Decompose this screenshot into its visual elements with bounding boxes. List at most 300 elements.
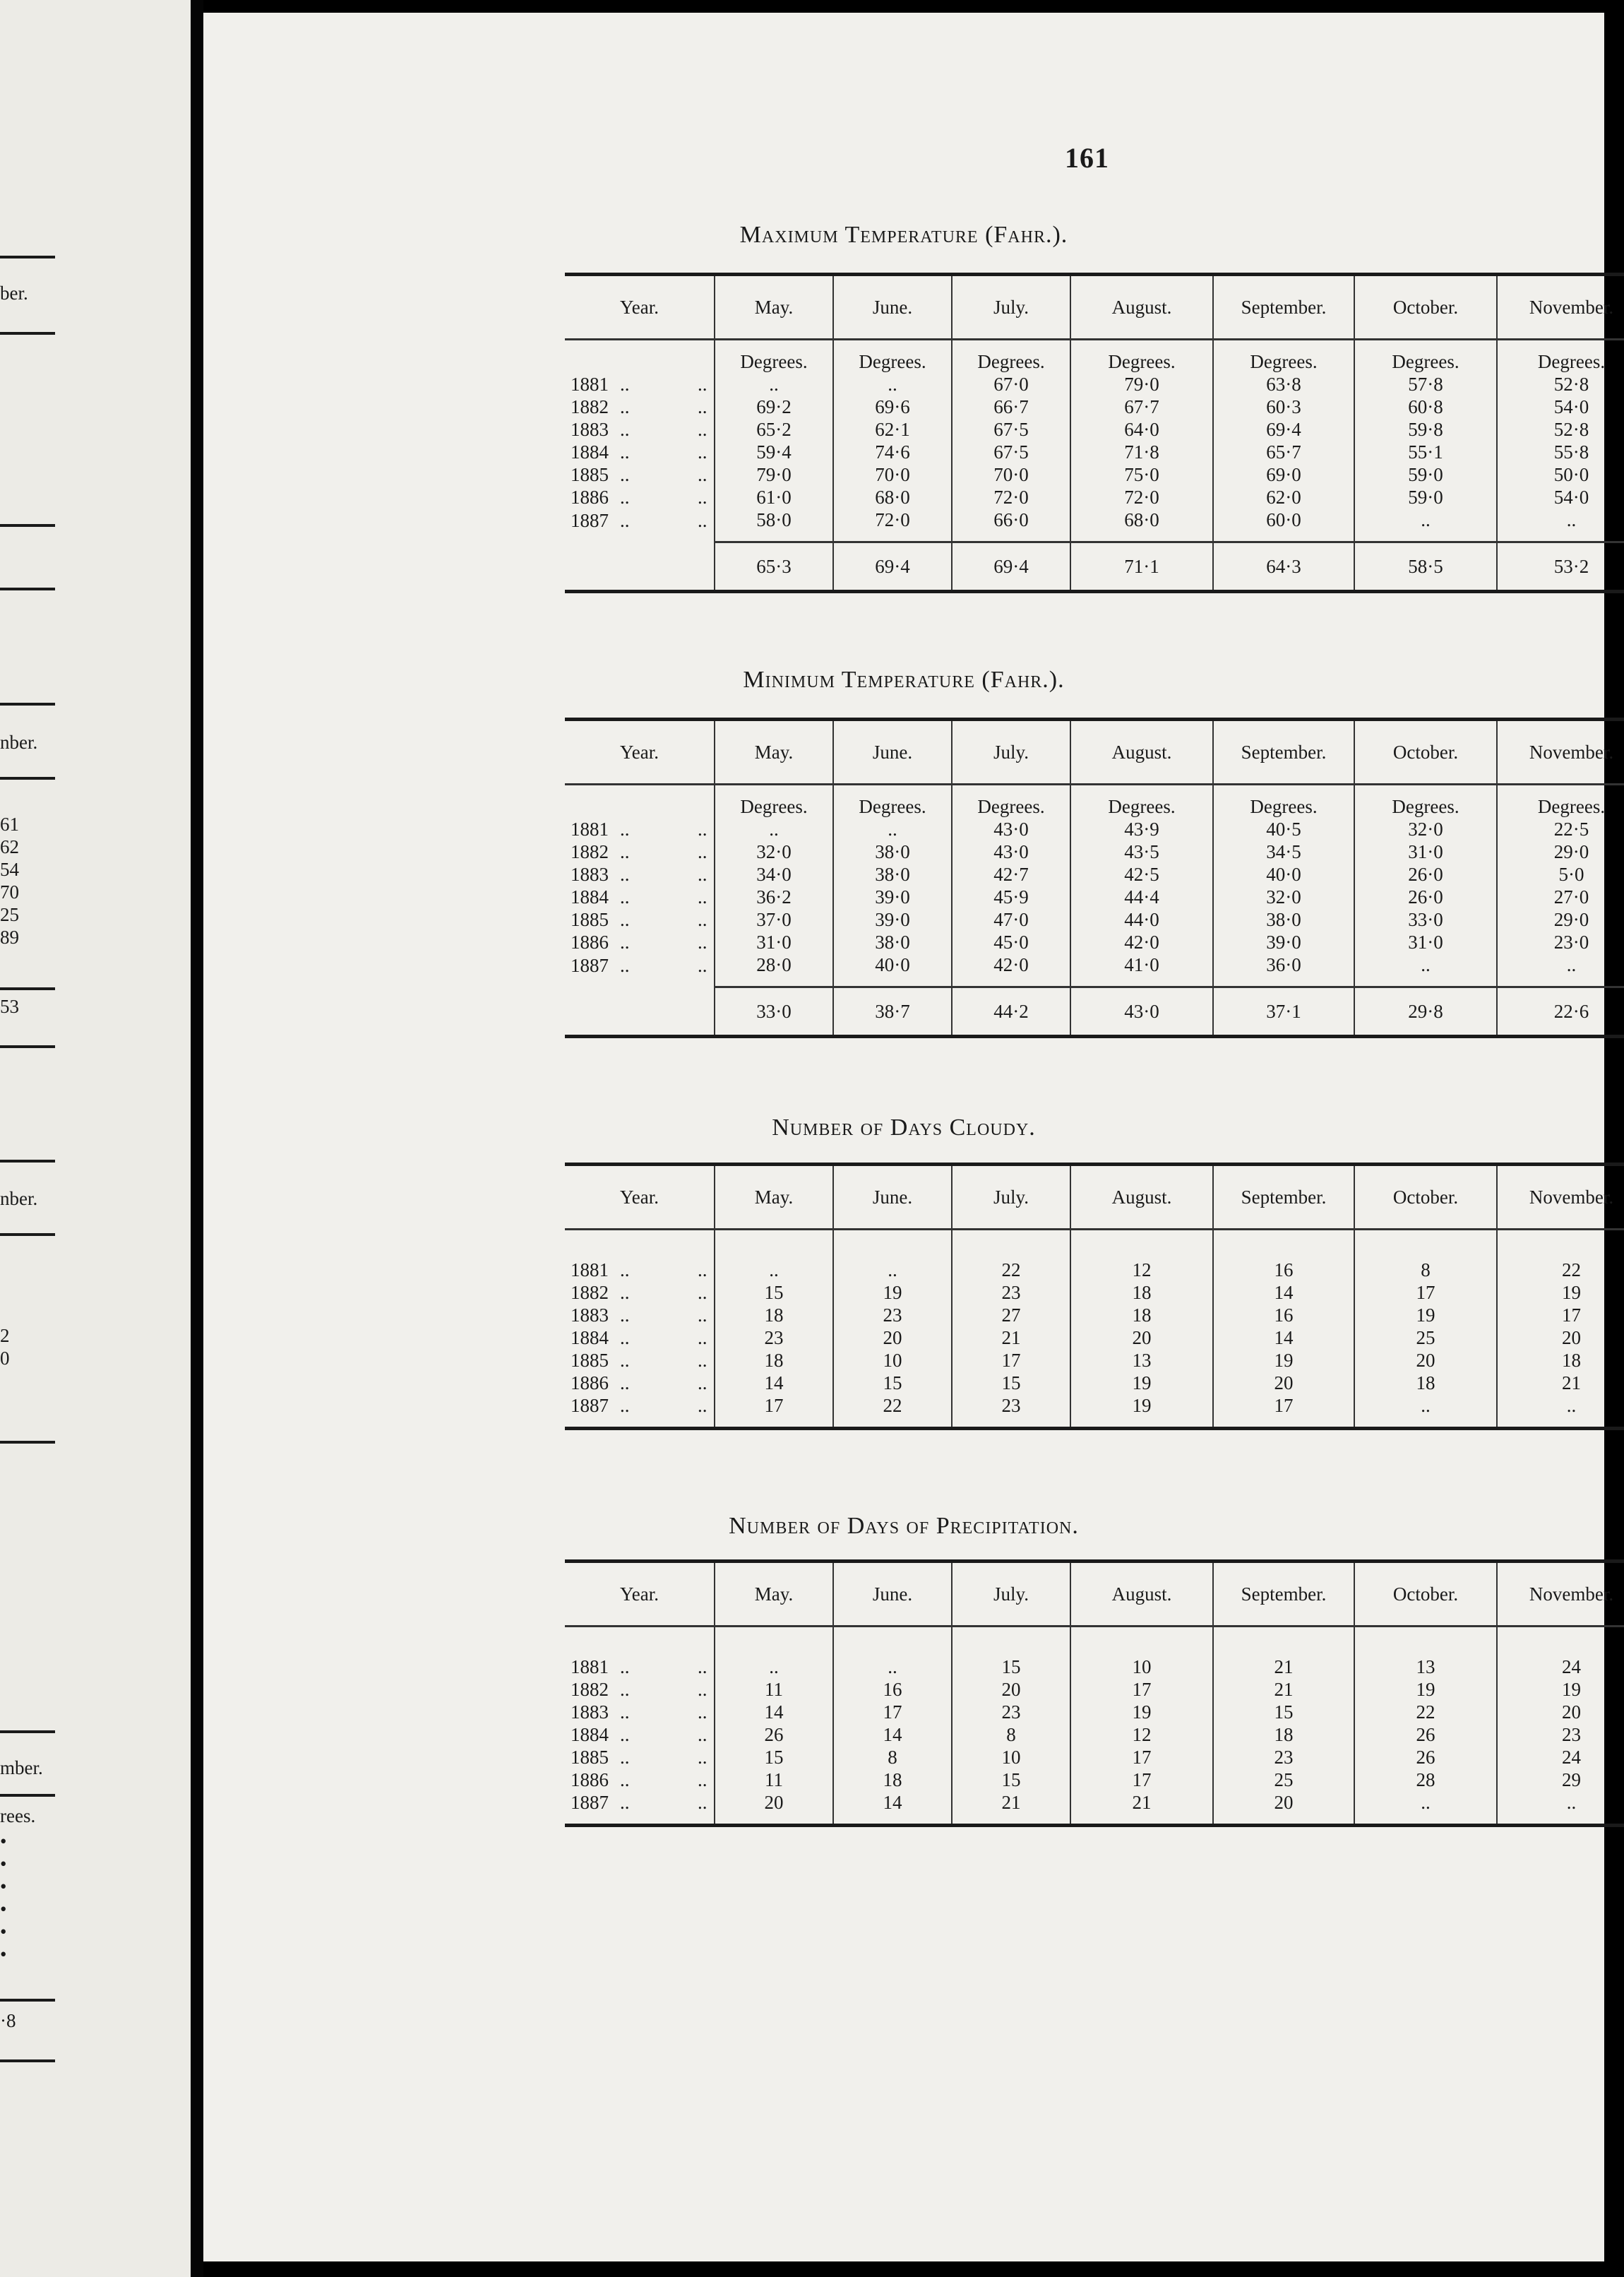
value-cell-september: 17 [1213, 1394, 1354, 1427]
value-cell-august: 79·0 [1070, 373, 1213, 396]
value-cell-july: 66·0 [952, 509, 1070, 542]
value-cell-august: 19 [1070, 1372, 1213, 1394]
leader-dots: .. [620, 1372, 630, 1393]
value-cell-june: .. [833, 1259, 952, 1281]
value-cell-june: 10 [833, 1349, 952, 1372]
column-header-june: June. [833, 1563, 952, 1627]
column-header-september: September. [1213, 1563, 1354, 1627]
value-cell-september: 34·5 [1213, 840, 1354, 863]
value-cell-november: 52·8 [1497, 373, 1624, 396]
year-cell [565, 396, 715, 418]
column-header-august: August. [1070, 721, 1213, 785]
year-label: 1886 [571, 1769, 609, 1790]
column-header-may: May. [715, 1166, 833, 1230]
column-header-september: September. [1213, 721, 1354, 785]
spacer-cell [952, 1230, 1070, 1259]
units-cell-may: Degrees. [715, 340, 833, 374]
year-label: 1881 [571, 1656, 609, 1677]
value-cell-november: 19 [1497, 1281, 1624, 1304]
value-cell-june: 38·0 [833, 863, 952, 886]
leader-dots: .. [620, 1656, 630, 1677]
value-cell-may: 26 [715, 1723, 833, 1746]
value-cell-may: 20 [715, 1791, 833, 1824]
value-cell-september: 20 [1213, 1791, 1354, 1824]
value-cell-may: 31·0 [715, 931, 833, 953]
average-cell-july: 69·4 [952, 542, 1070, 590]
units-year-cell [565, 340, 715, 374]
average-row [565, 542, 1624, 590]
value-cell-october: 55·1 [1354, 441, 1497, 463]
value-cell-july: 67·5 [952, 418, 1070, 441]
leader-dots: .. [698, 1327, 707, 1348]
year-label: 1882 [571, 1282, 609, 1303]
value-cell-july: 72·0 [952, 486, 1070, 509]
column-header-november: November. [1497, 1563, 1624, 1627]
value-cell-june: 40·0 [833, 953, 952, 987]
value-cell-november: 21 [1497, 1372, 1624, 1394]
facing-page-rule [0, 1730, 55, 1733]
year-cell [565, 1281, 715, 1304]
min-temperature-table [565, 718, 1624, 1038]
value-cell-july: 8 [952, 1723, 1070, 1746]
value-cell-july: 17 [952, 1349, 1070, 1372]
value-cell-november: 19 [1497, 1678, 1624, 1701]
value-cell-july: 67·5 [952, 441, 1070, 463]
value-cell-october: 19 [1354, 1678, 1497, 1701]
facing-page-text: 89 [0, 927, 19, 948]
value-cell-july: 23 [952, 1701, 1070, 1723]
leader-dots: .. [620, 1282, 630, 1303]
year-cell [565, 818, 715, 840]
column-header-june: June. [833, 721, 952, 785]
leader-dots: .. [698, 1769, 707, 1790]
leader-dots: .. [698, 464, 707, 485]
value-cell-may: 69·2 [715, 396, 833, 418]
value-cell-november: 24 [1497, 1746, 1624, 1768]
value-cell-august: 21 [1070, 1791, 1213, 1824]
value-cell-july: 42·0 [952, 953, 1070, 987]
leader-dots: .. [698, 932, 707, 953]
units-cell-november: Degrees. [1497, 785, 1624, 819]
table-row [565, 886, 1624, 908]
table-row [565, 953, 1624, 987]
column-header-may: May. [715, 1563, 833, 1627]
facing-page-text: • [0, 1853, 7, 1874]
leader-dots: .. [620, 1747, 630, 1768]
value-cell-october: 17 [1354, 1281, 1497, 1304]
value-cell-september: 18 [1213, 1723, 1354, 1746]
value-cell-november: .. [1497, 509, 1624, 542]
column-header-september: September. [1213, 1166, 1354, 1230]
value-cell-june: 17 [833, 1701, 952, 1723]
year-cell [565, 1791, 715, 1824]
units-cell-september: Degrees. [1213, 340, 1354, 374]
spacer-cell [715, 1230, 833, 1259]
value-cell-september: 38·0 [1213, 908, 1354, 931]
facing-page-rule [0, 703, 55, 706]
table-row [565, 463, 1624, 486]
value-cell-october: .. [1354, 1394, 1497, 1427]
table-row [565, 1701, 1624, 1723]
leader-dots: .. [698, 1395, 707, 1416]
table-row [565, 931, 1624, 953]
value-cell-june: 39·0 [833, 886, 952, 908]
average-cell-june: 69·4 [833, 542, 952, 590]
page-number: 161 [1065, 142, 1109, 174]
leader-dots: .. [620, 419, 630, 440]
facing-page-rule [0, 777, 55, 780]
leader-dots: .. [698, 1372, 707, 1393]
value-cell-august: 10 [1070, 1655, 1213, 1678]
spacer-cell [952, 1627, 1070, 1656]
value-cell-july: 22 [952, 1259, 1070, 1281]
value-cell-july: 21 [952, 1791, 1070, 1824]
spacer-cell [1213, 1230, 1354, 1259]
facing-page-text: • [0, 1898, 7, 1920]
year-cell [565, 463, 715, 486]
leader-dots: .. [698, 819, 707, 840]
leader-dots: .. [620, 1327, 630, 1348]
year-cell [565, 1372, 715, 1394]
value-cell-november: 22·5 [1497, 818, 1624, 840]
value-cell-september: 65·7 [1213, 441, 1354, 463]
year-label: 1885 [571, 1350, 609, 1371]
value-cell-may: 11 [715, 1768, 833, 1791]
units-cell-august: Degrees. [1070, 785, 1213, 819]
average-cell-november: 22·6 [1497, 987, 1624, 1035]
value-cell-may: 28·0 [715, 953, 833, 987]
facing-page-text: 62 [0, 836, 19, 857]
average-cell-september: 64·3 [1213, 542, 1354, 590]
facing-page-text: • [0, 1944, 7, 1965]
table-row [565, 1304, 1624, 1326]
value-cell-october: 31·0 [1354, 840, 1497, 863]
value-cell-may: 79·0 [715, 463, 833, 486]
units-year-cell [565, 785, 715, 819]
value-cell-june: .. [833, 818, 952, 840]
value-cell-october: 26 [1354, 1746, 1497, 1768]
value-cell-june: 8 [833, 1746, 952, 1768]
value-cell-september: 19 [1213, 1349, 1354, 1372]
year-label: 1885 [571, 1747, 609, 1768]
value-cell-november: 52·8 [1497, 418, 1624, 441]
leader-dots: .. [620, 487, 630, 508]
value-cell-july: 70·0 [952, 463, 1070, 486]
column-header-july: July. [952, 1563, 1070, 1627]
value-cell-october: 26·0 [1354, 886, 1497, 908]
leader-dots: .. [698, 1792, 707, 1813]
value-cell-october: .. [1354, 953, 1497, 987]
value-cell-july: 15 [952, 1372, 1070, 1394]
value-cell-september: 21 [1213, 1678, 1354, 1701]
year-cell [565, 373, 715, 396]
facing-page-rule [0, 987, 55, 990]
spacer-cell [833, 1627, 952, 1656]
value-cell-september: 25 [1213, 1768, 1354, 1791]
value-cell-september: 15 [1213, 1701, 1354, 1723]
facing-page-text: 25 [0, 904, 19, 925]
value-cell-november: 27·0 [1497, 886, 1624, 908]
facing-page-text: • [0, 1921, 7, 1942]
value-cell-may: .. [715, 373, 833, 396]
value-cell-october: 28 [1354, 1768, 1497, 1791]
year-cell [565, 509, 715, 542]
leader-dots: .. [698, 1747, 707, 1768]
leader-dots: .. [698, 396, 707, 417]
column-header-november: November. [1497, 276, 1624, 340]
value-cell-november: .. [1497, 1791, 1624, 1824]
year-label: 1885 [571, 464, 609, 485]
value-cell-june: .. [833, 373, 952, 396]
year-cell [565, 908, 715, 931]
value-cell-august: 41·0 [1070, 953, 1213, 987]
column-header-july: July. [952, 1166, 1070, 1230]
value-cell-june: .. [833, 1655, 952, 1678]
column-header-year: Year. [565, 276, 715, 340]
value-cell-july: 43·0 [952, 818, 1070, 840]
leader-dots: .. [698, 1701, 707, 1723]
value-cell-october: 60·8 [1354, 396, 1497, 418]
average-cell-june: 38·7 [833, 987, 952, 1035]
facing-page-text: • [0, 1876, 7, 1897]
value-cell-july: 23 [952, 1394, 1070, 1427]
value-cell-may: 18 [715, 1349, 833, 1372]
column-header-year: Year. [565, 1166, 715, 1230]
value-cell-october: 31·0 [1354, 931, 1497, 953]
value-cell-october: .. [1354, 1791, 1497, 1824]
value-cell-november: 23·0 [1497, 931, 1624, 953]
spacer-cell [1070, 1230, 1213, 1259]
year-cell [565, 1768, 715, 1791]
leader-dots: .. [620, 464, 630, 485]
facing-page-text: 54 [0, 859, 19, 880]
value-cell-may: 65·2 [715, 418, 833, 441]
value-cell-august: 67·7 [1070, 396, 1213, 418]
value-cell-september: 36·0 [1213, 953, 1354, 987]
value-cell-august: 64·0 [1070, 418, 1213, 441]
leader-dots: .. [620, 509, 630, 531]
table-row [565, 441, 1624, 463]
spacer-cell [1213, 1627, 1354, 1656]
column-header-october: October. [1354, 1563, 1497, 1627]
year-cell [565, 931, 715, 953]
table-row [565, 1678, 1624, 1701]
average-cell-october: 58·5 [1354, 542, 1497, 590]
year-cell [565, 1655, 715, 1678]
value-cell-august: 19 [1070, 1394, 1213, 1427]
units-cell-september: Degrees. [1213, 785, 1354, 819]
value-cell-may: .. [715, 818, 833, 840]
year-label: 1883 [571, 1304, 609, 1326]
units-cell-july: Degrees. [952, 340, 1070, 374]
value-cell-june: 23 [833, 1304, 952, 1326]
value-cell-november: 23 [1497, 1723, 1624, 1746]
value-cell-november: 17 [1497, 1304, 1624, 1326]
average-cell-may: 33·0 [715, 987, 833, 1035]
year-cell [565, 1723, 715, 1746]
units-cell-october: Degrees. [1354, 785, 1497, 819]
book-gutter [191, 0, 203, 2277]
days-cloudy-table [565, 1163, 1624, 1430]
table-row [565, 1372, 1624, 1394]
value-cell-july: 43·0 [952, 840, 1070, 863]
column-header-june: June. [833, 276, 952, 340]
table-row [565, 1394, 1624, 1427]
average-year-cell [565, 987, 715, 1035]
value-cell-september: 16 [1213, 1304, 1354, 1326]
leader-dots: .. [698, 909, 707, 930]
column-header-august: August. [1070, 1563, 1213, 1627]
value-cell-july: 45·9 [952, 886, 1070, 908]
year-cell [565, 1304, 715, 1326]
leader-dots: .. [698, 1679, 707, 1700]
average-cell-may: 65·3 [715, 542, 833, 590]
value-cell-november: 20 [1497, 1701, 1624, 1723]
spacer-cell [1070, 1627, 1213, 1656]
value-cell-september: 20 [1213, 1372, 1354, 1394]
value-cell-september: 16 [1213, 1259, 1354, 1281]
spacer-cell [1497, 1627, 1624, 1656]
value-cell-july: 15 [952, 1655, 1070, 1678]
value-cell-may: 34·0 [715, 863, 833, 886]
year-cell [565, 1701, 715, 1723]
value-cell-may: 61·0 [715, 486, 833, 509]
leader-dots: .. [620, 396, 630, 417]
value-cell-june: 16 [833, 1678, 952, 1701]
value-cell-may: 15 [715, 1746, 833, 1768]
value-cell-june: 18 [833, 1768, 952, 1791]
value-cell-october: 8 [1354, 1259, 1497, 1281]
year-label: 1887 [571, 1395, 609, 1416]
value-cell-november: .. [1497, 1394, 1624, 1427]
leader-dots: .. [698, 1282, 707, 1303]
year-label: 1881 [571, 819, 609, 840]
leader-dots: .. [620, 909, 630, 930]
facing-page-text: • [0, 1831, 7, 1852]
leader-dots: .. [698, 1724, 707, 1745]
leader-dots: .. [698, 841, 707, 862]
book-page [203, 13, 1614, 2261]
spacer-cell [565, 1627, 715, 1656]
year-cell [565, 486, 715, 509]
leader-dots: .. [620, 886, 630, 908]
value-cell-october: 26·0 [1354, 863, 1497, 886]
leader-dots: .. [698, 374, 707, 395]
year-label: 1887 [571, 1792, 609, 1813]
value-cell-october: 20 [1354, 1349, 1497, 1372]
leader-dots: .. [698, 1259, 707, 1280]
value-cell-august: 68·0 [1070, 509, 1213, 542]
facing-page-rule [0, 256, 55, 258]
units-cell-may: Degrees. [715, 785, 833, 819]
column-header-november: November. [1497, 1166, 1624, 1230]
value-cell-august: 44·0 [1070, 908, 1213, 931]
value-cell-october: 59·8 [1354, 418, 1497, 441]
value-cell-july: 10 [952, 1746, 1070, 1768]
value-cell-september: 62·0 [1213, 486, 1354, 509]
column-header-august: August. [1070, 1166, 1213, 1230]
spacer-cell [833, 1230, 952, 1259]
facing-page-rule [0, 332, 55, 335]
average-cell-august: 71·1 [1070, 542, 1213, 590]
leader-dots: .. [620, 932, 630, 953]
year-label: 1886 [571, 932, 609, 953]
value-cell-august: 17 [1070, 1768, 1213, 1791]
year-label: 1884 [571, 441, 609, 463]
value-cell-may: 32·0 [715, 840, 833, 863]
average-row [565, 987, 1624, 1035]
facing-page-fragment [0, 0, 191, 2277]
value-cell-july: 15 [952, 1768, 1070, 1791]
value-cell-august: 43·9 [1070, 818, 1213, 840]
value-cell-november: 54·0 [1497, 396, 1624, 418]
table-row [565, 1259, 1624, 1281]
value-cell-november: 5·0 [1497, 863, 1624, 886]
value-cell-november: 29 [1497, 1768, 1624, 1791]
facing-page-rule [0, 1233, 55, 1236]
value-cell-september: 21 [1213, 1655, 1354, 1678]
units-cell-june: Degrees. [833, 785, 952, 819]
value-cell-june: 22 [833, 1394, 952, 1427]
table-title-min-temperature: Minimum Temperature (Fahr.). [743, 667, 1065, 693]
value-cell-may: 14 [715, 1372, 833, 1394]
year-cell [565, 418, 715, 441]
leader-dots: .. [620, 1304, 630, 1326]
year-cell [565, 1349, 715, 1372]
table-title-days-precipitation: Number of Days of Precipitation. [729, 1513, 1079, 1539]
value-cell-october: 26 [1354, 1723, 1497, 1746]
value-cell-november: 50·0 [1497, 463, 1624, 486]
value-cell-june: 38·0 [833, 931, 952, 953]
value-cell-july: 23 [952, 1281, 1070, 1304]
value-cell-september: 60·0 [1213, 509, 1354, 542]
facing-page-text: 70 [0, 881, 19, 903]
table-row [565, 1655, 1624, 1678]
leader-dots: .. [620, 1350, 630, 1371]
year-cell [565, 886, 715, 908]
value-cell-july: 67·0 [952, 373, 1070, 396]
value-cell-october: 22 [1354, 1701, 1497, 1723]
leader-dots: .. [620, 374, 630, 395]
spacer-cell [1354, 1627, 1497, 1656]
units-row [565, 340, 1624, 374]
table-title-days-cloudy: Number of Days Cloudy. [772, 1114, 1036, 1141]
value-cell-november: 20 [1497, 1326, 1624, 1349]
year-label: 1886 [571, 1372, 609, 1393]
value-cell-may: 15 [715, 1281, 833, 1304]
leader-dots: .. [620, 819, 630, 840]
year-label: 1882 [571, 841, 609, 862]
units-cell-november: Degrees. [1497, 340, 1624, 374]
value-cell-july: 42·7 [952, 863, 1070, 886]
value-cell-june: 74·6 [833, 441, 952, 463]
value-cell-november: 29·0 [1497, 908, 1624, 931]
year-label: 1882 [571, 396, 609, 417]
leader-dots: .. [620, 441, 630, 463]
value-cell-may: 14 [715, 1701, 833, 1723]
average-cell-october: 29·8 [1354, 987, 1497, 1035]
year-label: 1883 [571, 1701, 609, 1723]
year-label: 1882 [571, 1679, 609, 1700]
leader-dots: .. [698, 954, 707, 976]
facing-page-text: ber. [0, 283, 28, 304]
value-cell-november: 29·0 [1497, 840, 1624, 863]
value-cell-august: 18 [1070, 1304, 1213, 1326]
value-cell-september: 32·0 [1213, 886, 1354, 908]
value-cell-october: 19 [1354, 1304, 1497, 1326]
value-cell-june: 72·0 [833, 509, 952, 542]
spacer-cell [1354, 1230, 1497, 1259]
